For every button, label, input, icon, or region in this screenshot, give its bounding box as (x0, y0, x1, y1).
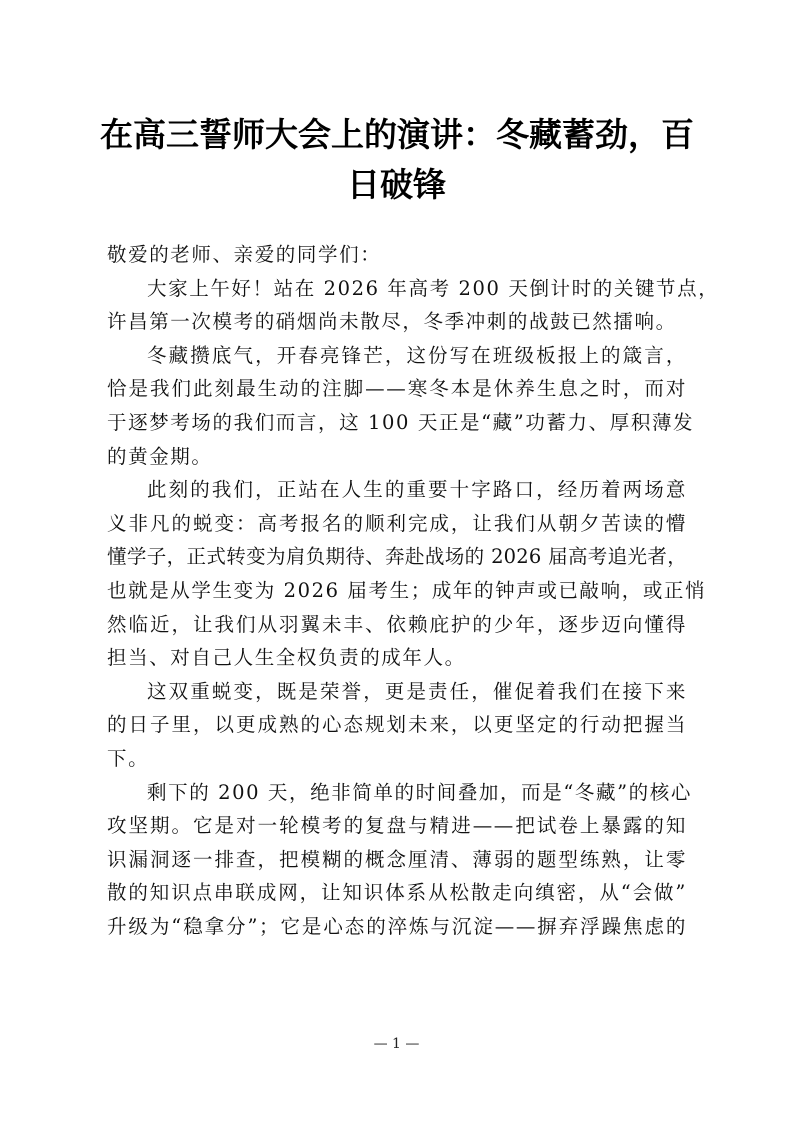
paragraph-line: 下。 (107, 746, 150, 770)
paragraph-line: 于逐梦考场的我们而言，这 100 天正是“藏”功蓄力、厚积薄发 (107, 410, 695, 434)
title-line-1: 在高三誓师大会上的演讲：冬藏蓄劲，百 (100, 115, 694, 154)
paragraph-line: 然临近，让我们从羽翼未丰、依赖庇护的少年，逐步迈向懂得 (107, 612, 687, 636)
paragraph-line: 恰是我们此刻最生动的注脚——寒冬本是休养生息之时，而对 (107, 377, 687, 401)
salutation: 敬爱的老师、亲爱的同学们： (107, 243, 382, 266)
paragraph-line: 也就是从学生变为 2026 届考生；成年的钟声或已敲响，或正悄 (107, 578, 707, 602)
paragraph-line: 担当、对自己人生全权负责的成年人。 (107, 646, 466, 670)
paragraph-line: 的日子里，以更成熟的心态规划未来，以更坚定的行动把握当 (107, 713, 687, 737)
document-title (100, 110, 693, 210)
paragraph-line: 许昌第一次模考的硝烟尚未散尽，冬季冲刺的战鼓已然擂响。 (107, 310, 677, 334)
document-body (107, 238, 720, 943)
paragraph-3 (107, 473, 707, 675)
paragraph-1 (107, 272, 720, 339)
paragraph-line: 懂学子，正式转变为肩负期待、奔赴战场的 2026 届高考追光者， (107, 545, 687, 569)
paragraph-line: 此刻的我们，正站在人生的重要十字路口，经历着两场意 (147, 478, 687, 502)
paragraph-5 (107, 776, 692, 944)
paragraph-line: 义非凡的蜕变：高考报名的顺利完成，让我们从朝夕苦读的懵 (107, 511, 687, 535)
paragraph-line: 这双重蜕变，既是荣誉，更是责任，催促着我们在接下来 (147, 679, 687, 703)
paragraph-4 (107, 675, 687, 776)
title-line-2: 日破锋 (347, 165, 446, 204)
paragraph-line: 识漏洞逐一排查，把模糊的概念厘清、薄弱的题型练熟，让零 (107, 847, 687, 871)
paragraph-line: 大家上午好！站在 2026 年高考 200 天倒计时的关键节点， (147, 276, 720, 300)
paragraph-line: 的黄金期。 (107, 444, 213, 468)
paragraph-line: 散的知识点串联成网，让知识体系从松散走向缜密，从“会做” (107, 881, 687, 905)
page-number: — 1 — (373, 1036, 420, 1052)
paragraph-line: 攻坚期。它是对一轮模考的复盘与精进——把试卷上暴露的知 (107, 814, 687, 838)
paragraph-line: 升级为“稳拿分”；它是心态的淬炼与沉淀——摒弃浮躁焦虑的 (107, 914, 687, 938)
paragraph-2 (107, 339, 695, 473)
paragraph-line: 冬藏攒底气，开春亮锋芒，这份写在班级板报上的箴言， (147, 343, 687, 367)
paragraph-line: 剩下的 200 天，绝非简单的时间叠加，而是“冬藏”的核心 (147, 780, 692, 804)
